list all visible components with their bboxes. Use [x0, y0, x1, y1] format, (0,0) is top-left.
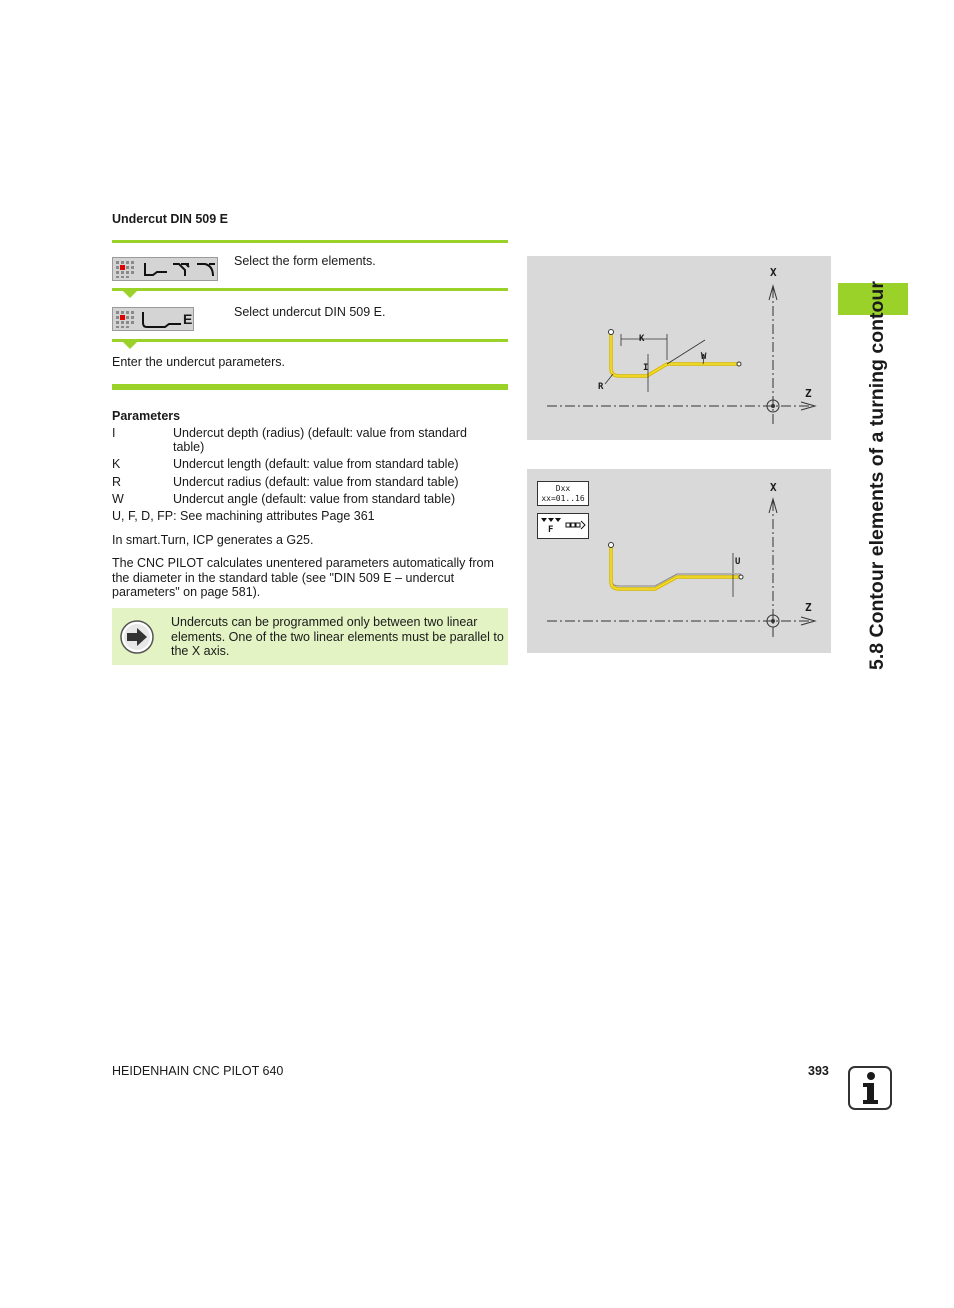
info-icon — [848, 1066, 892, 1110]
dxx-line2: xx=01..16 — [541, 494, 585, 503]
dim-i-label: I — [643, 363, 649, 373]
dim-w-label: W — [701, 352, 707, 362]
parameter-desc: Undercut length (default: value from standard table) — [173, 457, 459, 471]
dxx-line1: Dxx — [555, 484, 571, 493]
parameter-key: W — [112, 492, 124, 506]
feed-icon — [538, 514, 588, 538]
attributes-line: U, F, D, FP: See machining attributes Page 361 — [112, 509, 375, 523]
feed-softkey — [537, 513, 589, 539]
smart-turn-paragraph: In smart.Turn, ICP generates a G25. — [112, 533, 314, 547]
undercut-diagram — [527, 256, 831, 440]
parameter-key: K — [112, 457, 121, 471]
feed-label: F — [548, 525, 554, 535]
undercut-din509e-softkey-icon — [113, 308, 193, 330]
parameter-desc: Undercut radius (default: value from standard table) — [173, 475, 459, 489]
axis-z-label: Z — [805, 387, 812, 400]
arrow-right-icon — [119, 619, 155, 655]
step-divider — [112, 240, 508, 243]
axis-x-label: X — [770, 481, 777, 494]
step-divider — [112, 339, 508, 342]
undercut-diagram-drawing — [527, 256, 831, 440]
form-elements-softkey-icon — [113, 258, 217, 280]
footer-product: HEIDENHAIN CNC PILOT 640 — [112, 1064, 284, 1078]
form-elements-softkey[interactable] — [112, 257, 218, 281]
attributes-diagram — [527, 469, 831, 653]
chapter-title: 5.8 Contour elements of a turning contour — [866, 281, 888, 670]
undercut-din509e-softkey[interactable] — [112, 307, 194, 331]
calc-paragraph: The CNC PILOT calculates unentered parameters automatically from the diameter in the standard table (see "DIN 509 E – undercut parameters" on page 581). — [112, 556, 494, 599]
parameter-key: R — [112, 475, 122, 489]
parameter-desc: Undercut angle (default: value from standard table) — [173, 492, 456, 506]
dim-k-label: K — [639, 334, 645, 344]
step-text: Select undercut DIN 509 E. — [234, 305, 386, 319]
axis-x-label: X — [770, 266, 777, 279]
dim-r-label: R — [598, 382, 604, 392]
axis-z-label: Z — [805, 601, 812, 614]
section-heading: Undercut DIN 509 E — [112, 212, 229, 226]
page-number: 393 — [808, 1064, 829, 1078]
step-text: Select the form elements. — [234, 254, 376, 268]
parameter-key: I — [112, 426, 116, 440]
section-end-bar — [112, 384, 508, 390]
note-box — [112, 608, 508, 665]
dxx-box — [537, 481, 589, 506]
parameters-heading: Parameters — [112, 409, 181, 423]
softkey-letter: E — [183, 311, 193, 327]
note-text: Undercuts can be programmed only between two linear elements. One of the two linear elements must be parallel to the X axis. — [171, 615, 504, 658]
parameter-desc: Undercut depth (radius) (default: value from standard table) — [173, 426, 467, 454]
dim-u-label: U — [735, 557, 741, 567]
step-divider — [112, 288, 508, 291]
enter-text: Enter the undercut parameters. — [112, 355, 286, 369]
